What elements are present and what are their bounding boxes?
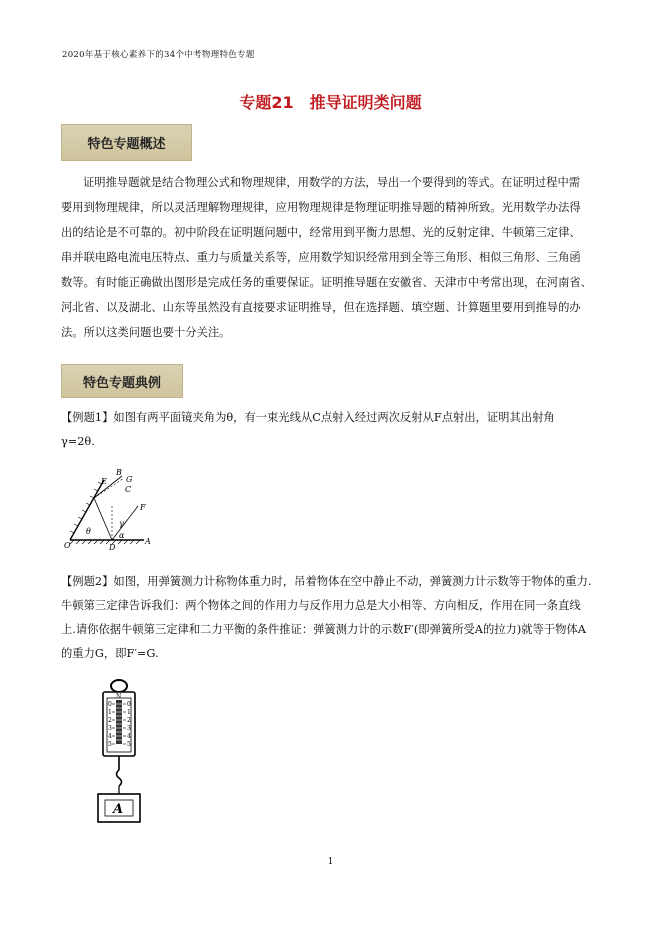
block-label-A: A <box>113 802 124 817</box>
scale-tick-label: 3 <box>108 725 112 732</box>
example-text: 的重力G，即F′=G. <box>61 647 159 660</box>
label-theta: θ <box>86 527 91 536</box>
running-header: 2020年基于核心素养下的34个中考物理特色专题 <box>62 50 255 60</box>
scale-tick-label: 1 <box>127 709 131 716</box>
label-E: E <box>101 477 107 486</box>
mirror-reflection-figure <box>64 466 154 552</box>
scale-tick-label: 4 <box>127 733 131 740</box>
label-gamma: γ <box>119 519 124 528</box>
paragraph-line: 要用到物理规律，所以灵活理解物理规律，应用物理规律是物理证明推导题的精神所致。光用数学办法得 <box>61 201 581 214</box>
example-text: γ=2θ. <box>61 435 95 448</box>
example-line <box>61 570 621 594</box>
paragraph-line: 证明推导题就是结合物理公式和物理规律，用数学的方法，导出一个要得到的等式。在证明过程中需 <box>83 176 581 189</box>
section-heading-label: 特色专题概述 <box>87 137 166 152</box>
scale-tick-label: 4 <box>108 733 112 740</box>
overview-paragraph <box>61 170 609 345</box>
label-C: C <box>125 485 132 494</box>
label-N: N <box>116 693 122 700</box>
scale-tick-label: 0 <box>108 701 112 708</box>
example-label: 【例题2】 <box>61 575 114 588</box>
spring-scale-figure <box>94 678 144 826</box>
scale-tick-label: 2 <box>127 717 131 724</box>
example-text: 如图有两平面镜夹角为θ，有一束光线从C点射入经过两次反射从F点射出，证明其出射角 <box>113 411 555 424</box>
scale-tick-label: 5 <box>108 741 112 748</box>
scale-tick-label: 2 <box>108 717 112 724</box>
section-heading-overview <box>61 124 192 161</box>
page-number: 1 <box>327 857 334 867</box>
paragraph-line: 串并联电路电流电压特点、重力与质量关系等，应用数学知识经常用到全等三角形、相似三角形、三角函 <box>61 251 581 264</box>
section-heading-examples <box>61 364 183 398</box>
label-F: F <box>140 503 146 512</box>
label-G: G <box>126 475 133 484</box>
example-text: 如图，用弹簧测力计称物体重力时，吊着物体在空中静止不动，弹簧测力计示数等于物体的重力. <box>113 575 592 588</box>
example-2 <box>61 570 621 666</box>
example-label: 【例题1】 <box>61 411 114 424</box>
paragraph-line: 河北省、以及湖北、山东等虽然没有直接要求证明推导，但在选择题、填空题、计算题里要用到推导的办 <box>61 301 581 314</box>
scale-tick-label: 1 <box>108 709 112 716</box>
page-title: 专题21 推导证明类问题 <box>239 93 422 112</box>
example-text: 上.请你依据牛顿第三定律和二力平衡的条件推证：弹簧测力计的示数F′(即弹簧所受A的拉力)就等于物体A <box>61 623 586 636</box>
paragraph-line: 法。所以这类问题也要十分关注。 <box>61 326 231 339</box>
label-O: O <box>64 541 71 550</box>
label-alpha: α <box>119 531 125 540</box>
label-D: D <box>109 543 116 552</box>
example-1 <box>61 406 621 454</box>
label-A: A <box>145 537 151 546</box>
example-line <box>61 406 621 430</box>
paragraph-line: 出的结论是不可靠的。初中阶段在证明题问题中，经常用到平衡力思想、光的反射定律、牛顿第三定律、 <box>61 226 581 239</box>
paragraph-line: 数等。有时能正确做出图形是完成任务的重要保证。证明推导题在安徽省、天津市中考常出现，在河南省、 <box>61 276 592 289</box>
example-text: 牛顿第三定律告诉我们：两个物体之间的作用力与反作用力总是大小相等、方向相反，作用在同一条直线 <box>61 599 581 612</box>
scale-tick-label: 5 <box>127 741 131 748</box>
section-heading-label: 特色专题典例 <box>82 375 161 391</box>
scale-tick-label: 0 <box>127 701 131 708</box>
label-B: B <box>116 468 122 477</box>
scale-tick-label: 3 <box>127 725 131 732</box>
